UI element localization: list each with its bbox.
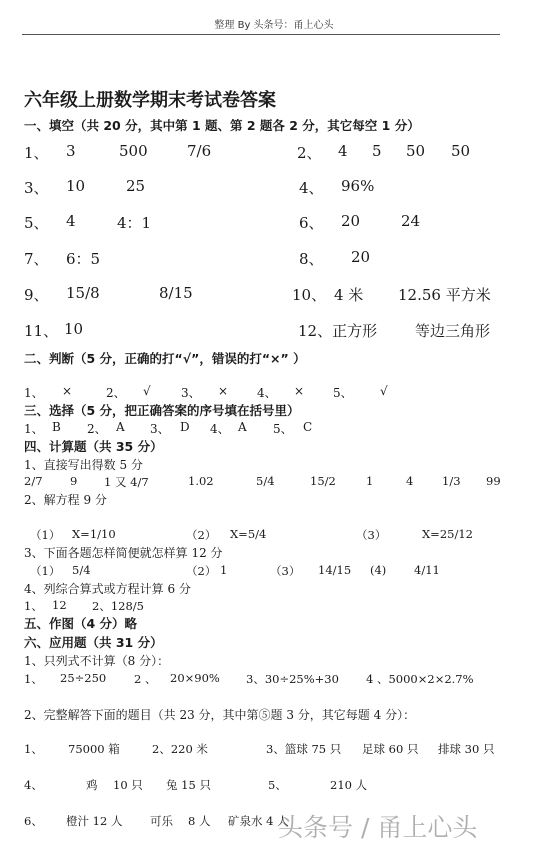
s1-r4-a: 6：5 — [66, 250, 101, 268]
s1-r2-b: 25 — [126, 177, 146, 195]
s4-q1-a5: 5/4 — [256, 474, 275, 488]
s4-q4-n1: 1、 — [24, 599, 43, 613]
s1-r4-label: 7、 — [24, 250, 49, 268]
s6-q2-r3-n1: 6、 — [24, 814, 43, 828]
header-rule — [22, 34, 500, 35]
s3-ans-1: B — [52, 420, 61, 434]
s4-q1-a4: 1.02 — [188, 474, 214, 488]
s2-label-5: 5、 — [333, 386, 353, 400]
s4-q2-a2: X=5/4 — [230, 527, 267, 541]
s2-label-3: 3、 — [181, 386, 201, 400]
s4-q3-n1: （1） — [30, 564, 61, 578]
s4-q1-a10: 99 — [486, 474, 501, 488]
s6-q2-r3-a3: 8 人 — [188, 814, 211, 828]
s1-r1-label: 1、 — [24, 144, 49, 162]
s4-q3-n3: （3） — [270, 564, 301, 578]
s1-r6-c: 等边三角形 — [415, 322, 491, 340]
s6-q2-r2-a1: 鸡 — [86, 778, 98, 792]
s4-q3-label: 3、下面各题怎样简便就怎样算 12 分 — [24, 546, 223, 560]
s1-r1-a: 3 — [66, 142, 76, 160]
s3-label-4: 4、 — [210, 422, 230, 436]
s4-q2-n2: （2） — [186, 528, 217, 542]
s1-r3-a: 4 — [66, 212, 76, 230]
s6-q2-r1-n1: 1、 — [24, 742, 43, 756]
section4-heading: 四、计算题（共 35 分） — [24, 439, 163, 454]
s3-label-3: 3、 — [150, 422, 170, 436]
section5-heading: 五、作图（4 分）略 — [24, 616, 138, 631]
s6-q1-a4: 4 、5000×2×2.7% — [366, 672, 474, 686]
s1-r6-b: 12、正方形 — [298, 322, 378, 340]
s1-r5-b: 8/15 — [159, 284, 193, 302]
s1-r5-a: 15/8 — [66, 284, 100, 302]
s4-q2-label: 2、解方程 9 分 — [24, 493, 107, 507]
s4-q4-a1: 12 — [52, 598, 67, 612]
s1-r5-c: 4 米 — [334, 286, 364, 304]
s4-q1-a7: 1 — [366, 474, 374, 488]
s4-q1-a1: 2/7 — [24, 474, 43, 488]
section1-heading: 一、填空（共 20 分，其中第 1 题、第 2 题各 2 分，其它每空 1 分） — [24, 118, 420, 133]
s4-q2-a1: X=1/10 — [72, 527, 116, 541]
s1-r2-c: 96% — [341, 177, 375, 195]
s6-q2-r2-n1: 4、 — [24, 778, 43, 792]
section2-heading: 二、判断（5 分，正确的打“√”，错误的打“×” ） — [24, 351, 306, 366]
s1-r3-c: 20 — [341, 212, 361, 230]
s4-q3-a3: 14/15 — [318, 563, 352, 577]
s4-q1-a8: 4 — [406, 474, 414, 488]
s4-q4-a2: 2、128/5 — [92, 599, 144, 613]
s1-r5-label2: 10、 — [292, 286, 327, 304]
page-title: 六年级上册数学期末考试卷答案 — [24, 90, 276, 111]
s6-q1-a3: 3、30÷25%+30 — [246, 672, 339, 686]
s4-q1-label: 1、直接写出得数 5 分 — [24, 458, 143, 472]
s6-q2-r2-n2: 5、 — [268, 778, 287, 792]
watermark: 头条号 / 甬上心头 — [278, 813, 478, 842]
s2-ans-1: × — [62, 384, 73, 398]
s3-label-1: 1、 — [24, 422, 44, 436]
s4-q1-a3: 1 又 4/7 — [104, 475, 149, 489]
s4-q3-a2: 1 — [220, 563, 228, 577]
s1-r6-a: 10 — [64, 320, 84, 338]
s1-r1-g: 50 — [451, 142, 471, 160]
s1-r1-f: 50 — [406, 142, 426, 160]
page-header: 整理 By 头条号：甬上心头 — [214, 20, 334, 31]
s2-label-4: 4、 — [257, 386, 277, 400]
s6-q1-n2: 2 、 — [134, 672, 157, 686]
s3-label-5: 5、 — [273, 422, 293, 436]
s4-q4-label: 4、列综合算式或方程计算 6 分 — [24, 582, 191, 596]
s6-q2-r1-a5: 排球 30 只 — [438, 742, 495, 756]
s4-q1-a9: 1/3 — [442, 474, 461, 488]
s4-q2-n3: （3） — [356, 528, 387, 542]
s6-q2-r2-a3: 兔 15 只 — [166, 778, 211, 792]
s3-ans-3: D — [180, 420, 190, 434]
s1-r4-b: 20 — [351, 248, 371, 266]
s6-q2-r3-a4: 矿泉水 4 人 — [228, 814, 289, 828]
s1-r4-label2: 8、 — [299, 250, 324, 268]
s1-r2-label: 3、 — [24, 179, 49, 197]
s1-r1-c: 7/6 — [187, 142, 212, 160]
s4-q3-a1: 5/4 — [72, 563, 91, 577]
s3-ans-2: A — [116, 420, 125, 434]
s2-ans-5: √ — [380, 384, 388, 398]
s6-q2-r3-a2: 可乐 — [150, 814, 173, 828]
s4-q1-a2: 9 — [70, 474, 78, 488]
s1-r2-label2: 4、 — [299, 179, 324, 197]
section3-heading: 三、选择（5 分，把正确答案的序号填在括号里） — [24, 403, 300, 418]
s4-q3-n2: （2） — [186, 564, 217, 578]
s3-ans-4: A — [238, 420, 247, 434]
s6-q2-r1-a1: 75000 箱 — [68, 742, 120, 756]
s1-r3-label2: 6、 — [299, 214, 324, 232]
s1-r6-label: 11、 — [24, 322, 59, 340]
s1-r1-d: 4 — [338, 142, 348, 160]
s6-q1-n1: 1、 — [24, 672, 43, 686]
s6-q2-r1-a3: 3、篮球 75 只 — [266, 742, 342, 756]
s1-r3-d: 24 — [401, 212, 421, 230]
section6-heading: 六、应用题（共 31 分） — [24, 635, 163, 650]
s6-q2-r2-a2: 10 只 — [113, 778, 143, 792]
s3-label-2: 2、 — [87, 422, 107, 436]
s4-q3-a4: 4/11 — [414, 563, 440, 577]
s1-r1-b: 500 — [119, 142, 148, 160]
s1-r1-e: 5 — [372, 142, 382, 160]
s1-r5-label: 9、 — [24, 286, 49, 304]
s3-ans-5: C — [303, 420, 313, 434]
s1-r3-b: 4：1 — [117, 214, 152, 232]
s4-q2-n1: （1） — [30, 528, 61, 542]
s2-ans-3: × — [218, 384, 229, 398]
s6-q2-label: 2、完整解答下面的题目（共 23 分，其中第⑤题 3 分，其它每题 4 分）： — [24, 708, 416, 722]
s1-r2-a: 10 — [66, 177, 86, 195]
s6-q2-r2-a4: 210 人 — [330, 778, 368, 792]
s1-r3-label: 5、 — [24, 214, 49, 232]
s2-label-2: 2、 — [106, 386, 126, 400]
s1-r5-d: 12.56 平方米 — [398, 286, 491, 304]
s6-q2-r3-a1: 橙汁 12 人 — [66, 814, 123, 828]
s6-q1-label: 1、只列式不计算（8 分）： — [24, 654, 170, 668]
s6-q1-a2: 20×90% — [170, 671, 220, 685]
s2-ans-4: × — [294, 384, 305, 398]
s2-ans-2: √ — [143, 384, 151, 398]
s6-q1-a1: 25÷250 — [60, 671, 107, 685]
s4-q2-a3: X=25/12 — [422, 527, 473, 541]
s4-q3-n4: (4) — [370, 563, 387, 577]
s4-q1-a6: 15/2 — [310, 474, 336, 488]
s6-q2-r1-a4: 足球 60 只 — [362, 742, 419, 756]
s1-r1-label2: 2、 — [297, 144, 322, 162]
s6-q2-r1-a2: 2、220 米 — [152, 742, 208, 756]
s2-label-1: 1、 — [24, 386, 44, 400]
